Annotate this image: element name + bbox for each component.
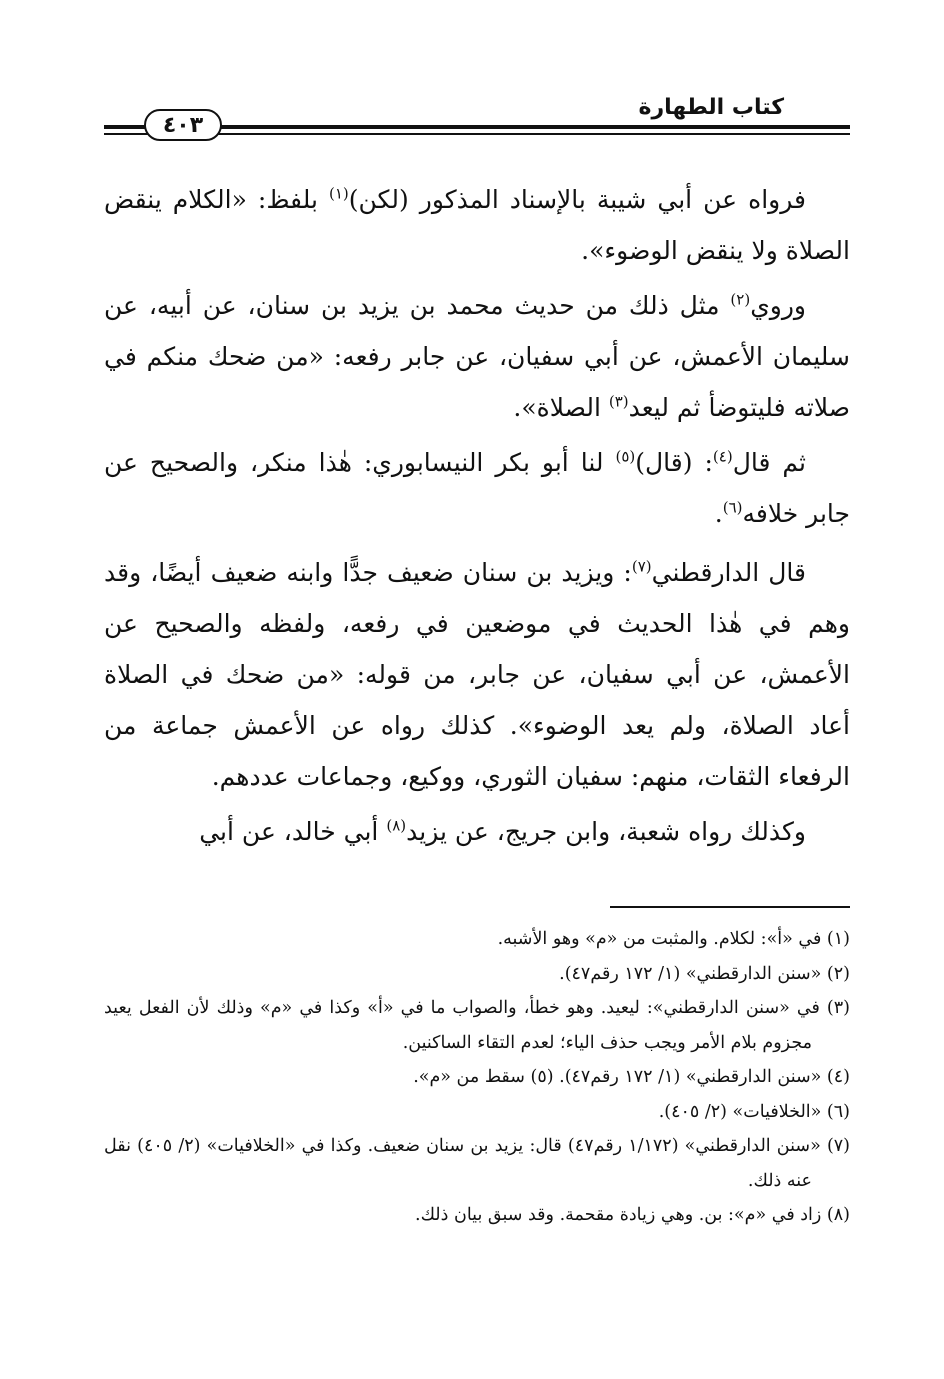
paragraph-3 bbox=[104, 437, 850, 539]
paragraph-text: مثل ذلك من حديث محمد بن يزيد بن سنان، عن أبيه، عن سليمان الأعمش، عن أبي سفيان، عن جابر رفعه: «من ضحك منكم في صلاته فليتوضأ ثم ليعد bbox=[104, 291, 850, 422]
footnote-ref[interactable]: (٣) bbox=[608, 392, 629, 411]
paragraph-text: فرواه عن أبي شيبة بالإسناد المذكور (لكن) bbox=[348, 185, 806, 214]
paragraph-text: الصلاة». bbox=[513, 393, 609, 422]
paragraph-text: : ويزيد بن سنان ضعيف جدًّا وابنه ضعيف أيضًا، وقد وهم في هٰذا الحديث في موضعين في رفعه، ولفظه والصحيح عن الأعمش، عن أبي سفيان، عن جابر، من قوله: «من ضحك في الصلاة أعاد الصلاة، ولم يعد الوضوء». كذلك رواه عن الأعمش جماعة من الرفعاء الثقات، منهم: سفيان الثوري، ووكيع، وجماعات عددهم. bbox=[104, 558, 850, 791]
paragraph-text: وروي bbox=[750, 291, 806, 320]
paragraph-text: : (قال) bbox=[635, 448, 713, 477]
paragraph-1 bbox=[104, 174, 850, 276]
footnote-ref[interactable]: (٥) bbox=[615, 447, 636, 466]
footnote-3: (٣) في «سنن الدارقطني»: ليعيد. وهو خطأ، والصواب ما في «أ» وكذا في «م» وذلك لأن الفعل يعيد مجزوم بلام الأمر ويجب حذف الياء؛ لعدم التقاء الساكنين. bbox=[104, 998, 850, 1053]
page-header bbox=[104, 95, 850, 145]
footnote-ref[interactable]: (٨) bbox=[386, 816, 407, 835]
footnote-4-5: (٤) «سنن الدارقطني» (١/ ١٧٢ رقم٤٧). (٥) سقط من «م». bbox=[413, 1067, 850, 1087]
paragraph-text: لنا أبو بكر النيسابوري: هٰذا منكر، والصحيح عن جابر خلافه bbox=[104, 448, 850, 528]
running-title: كتاب الطهارة bbox=[638, 95, 784, 120]
paragraph-text: بلفظ: «الكلام ينقض الصلاة ولا ينقض الوضوء». bbox=[104, 185, 850, 265]
paragraph-5 bbox=[104, 806, 850, 857]
footnote-ref[interactable]: (٦) bbox=[722, 498, 743, 517]
paragraph-text: أبي خالد، عن أبي bbox=[199, 817, 387, 846]
footnote-separator bbox=[610, 906, 850, 908]
footnote-6: (٦) «الخلافيات» (٢/ ٤٠٥). bbox=[658, 1101, 850, 1122]
paragraph-2 bbox=[104, 280, 850, 433]
footnote-ref[interactable]: (٤) bbox=[712, 447, 733, 466]
footnote-8: (٨) زاد في «م»: بن. وهي زيادة مقحمة. وقد سبق بيان ذلك. bbox=[415, 1205, 850, 1225]
paragraph-text: قال الدارقطني bbox=[651, 558, 806, 587]
footnote-7: (٧) «سنن الدارقطني» (١/١٧٢ رقم٤٧) قال: يزيد بن سنان ضعيف. وكذا في «الخلافيات» (٢/ ٤٠٥) نقل عنه ذلك. bbox=[104, 1136, 850, 1191]
paragraph-text: . bbox=[714, 499, 723, 528]
page-number: ٤٠٣ bbox=[144, 109, 222, 141]
footnotes bbox=[104, 922, 850, 1233]
footnote-ref[interactable]: (٢) bbox=[730, 290, 751, 309]
main-text bbox=[104, 174, 850, 857]
paragraph-text: وكذلك رواه شعبة، وابن جريج، عن يزيد bbox=[406, 817, 806, 846]
footnote-ref[interactable]: (١) bbox=[328, 184, 349, 203]
paragraph-4 bbox=[104, 547, 850, 802]
footnote-2: (٢) «سنن الدارقطني» (١/ ١٧٢ رقم٤٧). bbox=[559, 963, 850, 984]
footnote-1: (١) في «أ»: لكلام. والمثبت من «م» وهو الأشبه. bbox=[497, 929, 850, 949]
paragraph-text: ثم قال bbox=[732, 448, 806, 477]
footnote-ref[interactable]: (٧) bbox=[631, 557, 652, 576]
